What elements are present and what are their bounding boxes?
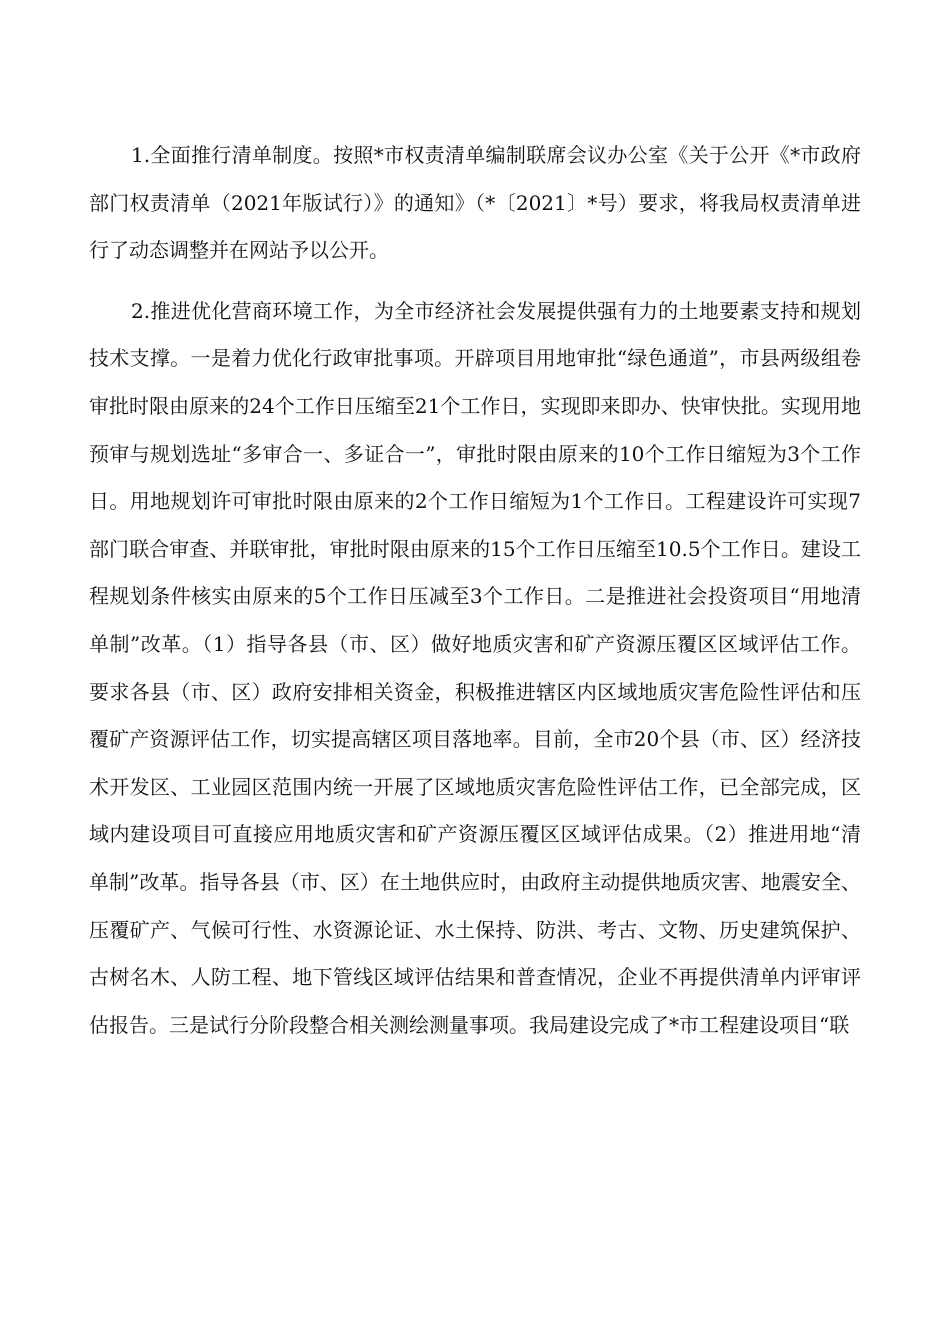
document-body [89, 132, 861, 1049]
paragraph-1: 1.全面推行清单制度。按照*市权责清单编制联席会议办公室《关于公开《*市政府部门权责清单（2021年版试行）》的通知》（*〔2021〕*号）要求，将我局权责清单进行了动态调整并在网站予以公开。 [89, 143, 861, 263]
paragraph-2: 2.推进优化营商环境工作，为全市经济社会发展提供强有力的土地要素支持和规划技术支撑。一是着力优化行政审批事项。开辟项目用地审批“绿色通道”，市县两级组卷审批时限由原来的24个工作日压缩至21个工作日，实现即来即办、快审快批。实现用地预审与规划选址“多审合一、多证合一”，审批时限由原来的10个工作日缩短为3个工作日。用地规划许可审批时限由原来的2个工作日缩短为1个工作日。工程建设许可实现7部门联合审查、并联审批，审批时限由原来的15个工作日压缩至10.5个工作日。建设工程规划条件核实由原来的5个工作日压减至3个工作日。二是推进社会投资项目“用地清单制”改革。（1）指导各县（市、区）做好地质灾害和矿产资源压覆区区域评估工作。要求各县（市、区）政府安排相关资金，积极推进辖区内区域地质灾害危险性评估和压覆矿产资源评估工作，切实提高辖区项目落地率。目前，全市20个县（市、区）经济技术开发区、工业园区范围内统一开展了区域地质灾害危险性评估工作，已全部完成，区域内建设项目可直接应用地质灾害和矿产资源压覆区区域评估成果。（2）推进用地“清单制”改革。指导各县（市、区）在土地供应时，由政府主动提供地质灾害、地震安全、压覆矿产、气候可行性、水资源论证、水土保持、防洪、考古、文物、历史建筑保护、古树名木、人防工程、地下管线区域评估结果和普查情况，企业不再提供清单内评审评估报告。三是试行分阶段整合相关测绘测量事项。我局建设完成了*市工程建设项目“联 [89, 298, 861, 1037]
